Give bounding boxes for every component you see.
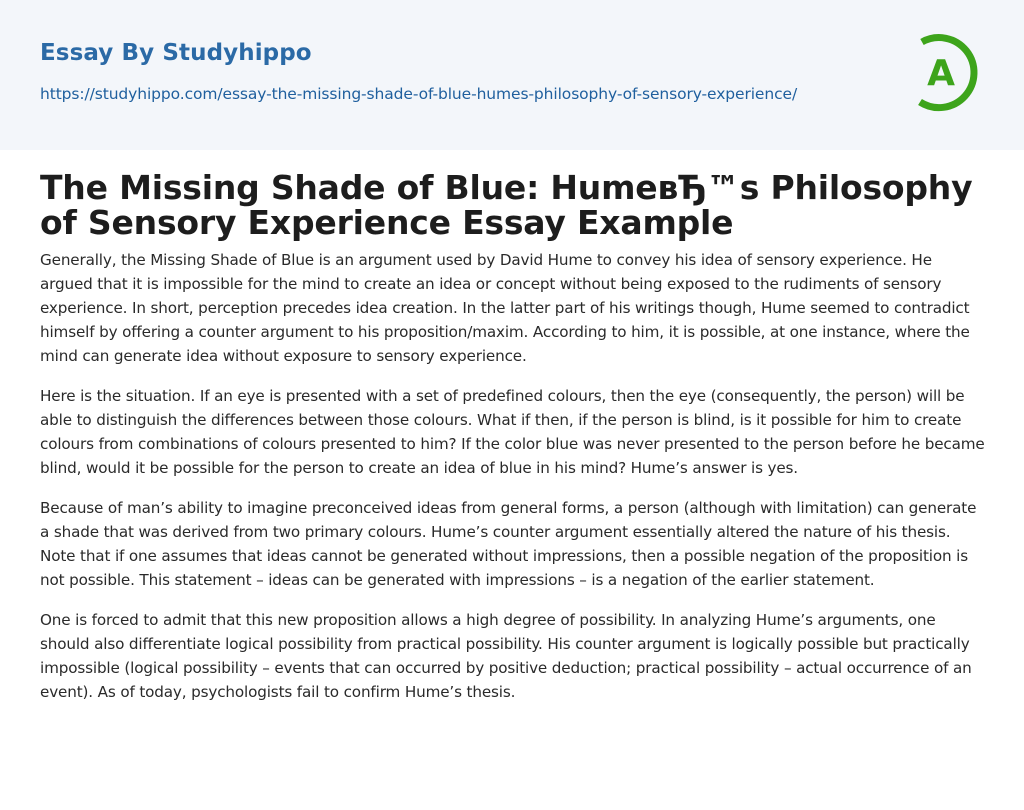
paragraph-1: Generally, the Missing Shade of Blue is an argument used by David Hume to convey his idea of sensory experience. He argued that it is impossible for the mind to create an idea or concept without being exposed to the rudiments of sensory experience. In short, perception precedes idea creation. In the latter part of his writings though, Hume seemed to contradict himself by offering a counter argument to his proposition/maxim. According to him, it is possible, at one instance, where the mind can generate idea without exposure to sensory experience. xyxy=(40,251,970,365)
essay-title: The Missing Shade of Blue: HumeвЂ™s Philosophy of Sensory Experience Essay Example xyxy=(40,168,973,242)
paragraph-4: One is forced to admit that this new proposition allows a high degree of possibility. In analyzing Hume’s arguments, one should also differentiate logical possibility from practical possibility. His counter argument is logically possible but practically impossible (logical possibility – events that can occurred by positive deduction; practical possibility – actual occurrence of an event). As of today, psychologists fail to confirm Hume’s thesis. xyxy=(40,611,972,701)
site-brand[interactable]: Essay By Studyhippo xyxy=(40,40,312,66)
paragraph-3: Because of man’s ability to imagine preconceived ideas from general forms, a person (although with limitation) can generate a shade that was derived from two primary colours. Hume’s counter argument essentially altered the nature of his thesis. Note that if one assumes that ideas cannot be generated without impressions, then a possible negation of the proposition is not possible. This statement – ideas can be generated with impressions – is a negation of the earlier statement. xyxy=(40,499,977,589)
source-url-link[interactable]: https://studyhippo.com/essay-the-missing-shade-of-blue-humes-philosophy-of-sensory-experience/ xyxy=(40,85,798,103)
logo-letter: A xyxy=(927,53,955,94)
studyhippo-logo-icon[interactable] xyxy=(908,28,988,116)
essay-body xyxy=(40,248,988,720)
site-header xyxy=(0,0,1024,150)
paragraph-2: Here is the situation. If an eye is presented with a set of predefined colours, then the eye (consequently, the person) will be able to distinguish the differences between those colours. What if then, if the person is blind, is it possible for him to create colours from combinations of colours presented to him? If the color blue was never presented to the person before he became blind, would it be possible for the person to create an idea of blue in his mind? Hume’s answer is yes. xyxy=(40,387,985,477)
